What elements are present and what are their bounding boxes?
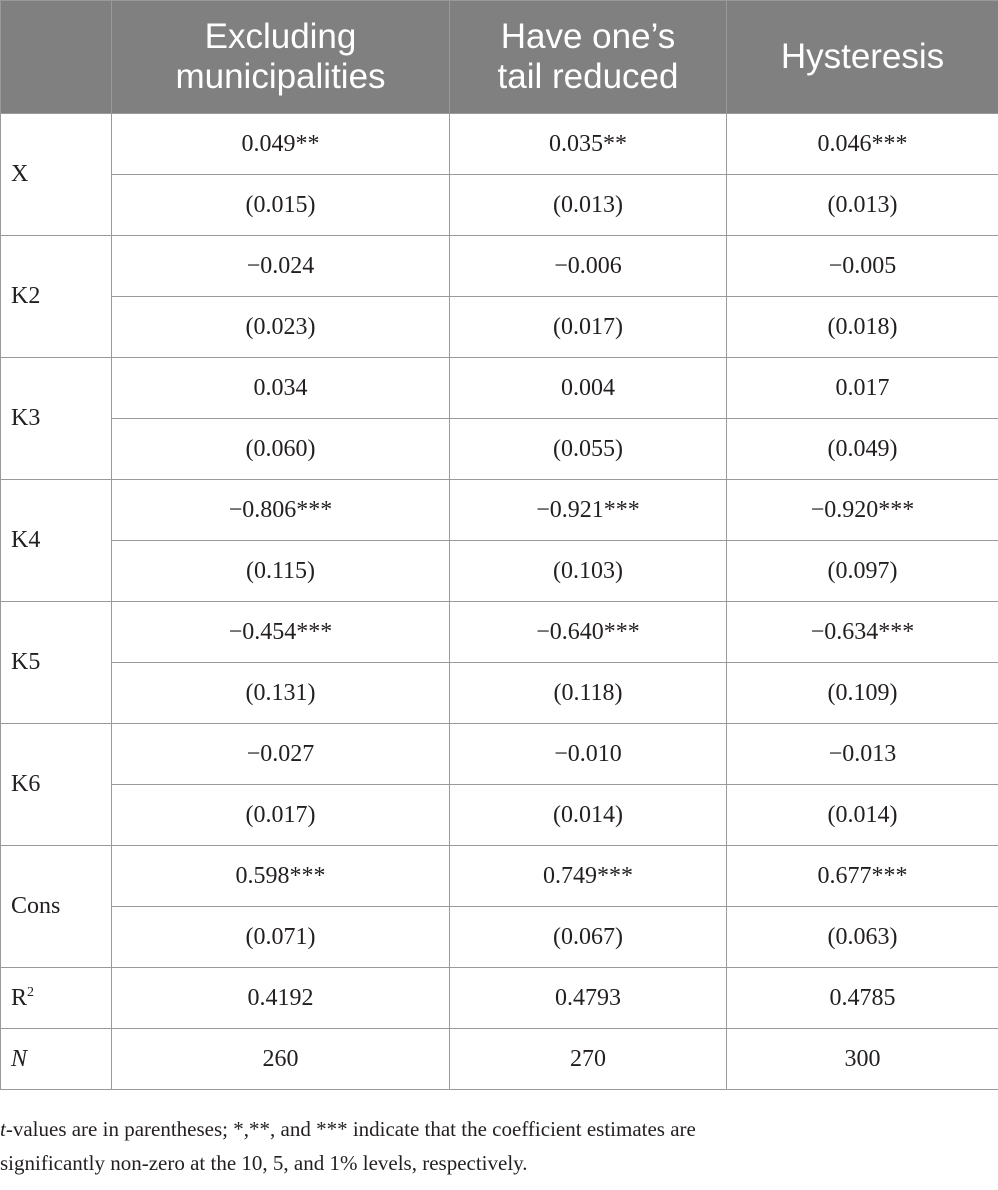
row-label: X [1,114,112,236]
tvalue-cell: (0.131) [112,663,450,724]
header-line: Have one’s [500,17,676,56]
coef-cell: 0.034 [112,358,450,419]
coef-cell: −0.640*** [450,602,727,663]
table-row-coef [1,602,998,663]
coef-cell: −0.013 [727,724,998,785]
row-label-n: N [1,1029,112,1090]
coef-cell: 0.004 [450,358,727,419]
table-row-coef [1,480,998,541]
tvalue-cell: (0.063) [727,907,998,968]
table-row-tvalue [1,663,998,724]
row-label: Cons [1,846,112,968]
r2-cell: 0.4793 [450,968,727,1029]
row-label: K6 [1,724,112,846]
coef-cell: 0.049** [112,114,450,175]
coef-cell: −0.010 [450,724,727,785]
table-row-r2 [1,968,998,1029]
coef-cell: 0.749*** [450,846,727,907]
header-hysteresis [727,1,998,114]
tvalue-cell: (0.014) [727,785,998,846]
r2-cell: 0.4785 [727,968,998,1029]
tvalue-cell: (0.013) [727,175,998,236]
coef-cell: −0.454*** [112,602,450,663]
footnote-t-italic: t [0,1117,6,1141]
tvalue-cell: (0.023) [112,297,450,358]
table-row-coef [1,724,998,785]
table-row-tvalue [1,419,998,480]
coef-cell: −0.027 [112,724,450,785]
footnote-line-2: significantly non-zero at the 10, 5, and 1% levels, respectively. [0,1151,528,1175]
tvalue-cell: (0.060) [112,419,450,480]
r2-superscript: 2 [27,984,35,1000]
tvalue-cell: (0.017) [450,297,727,358]
header-row [1,1,998,114]
coef-cell: 0.598*** [112,846,450,907]
tvalue-cell: (0.109) [727,663,998,724]
r2-label: R [11,984,28,1011]
header-line: municipalities [175,57,386,96]
footnote-line-1 [0,1112,990,1146]
table-row-tvalue [1,175,998,236]
table-row-tvalue [1,785,998,846]
row-label-r2 [1,968,112,1029]
r2-cell: 0.4192 [112,968,450,1029]
coef-cell: −0.005 [727,236,998,297]
n-cell: 300 [727,1029,998,1090]
tvalue-cell: (0.115) [112,541,450,602]
header-line: Excluding [204,17,357,56]
table-row-tvalue [1,907,998,968]
row-label: K5 [1,602,112,724]
header-tail-reduced [450,1,727,114]
coef-cell: −0.634*** [727,602,998,663]
coef-cell: −0.806*** [112,480,450,541]
tvalue-cell: (0.018) [727,297,998,358]
table-row-coef [1,236,998,297]
table-row-tvalue [1,541,998,602]
row-label: K3 [1,358,112,480]
row-label: K4 [1,480,112,602]
tvalue-cell: (0.015) [112,175,450,236]
n-cell: 260 [112,1029,450,1090]
coef-cell: −0.920*** [727,480,998,541]
header-excluding-municipalities [112,1,450,114]
table-row-tvalue [1,297,998,358]
tvalue-cell: (0.014) [450,785,727,846]
footnote-line-1-text: -values are in parentheses; *,**, and *** indicate that the coefficient estimates are [5,1117,696,1141]
coef-cell: −0.024 [112,236,450,297]
table-row-coef [1,358,998,419]
n-cell: 270 [450,1029,727,1090]
tvalue-cell: (0.071) [112,907,450,968]
tvalue-cell: (0.013) [450,175,727,236]
coef-cell: 0.046*** [727,114,998,175]
tvalue-cell: (0.118) [450,663,727,724]
tvalue-cell: (0.055) [450,419,727,480]
tvalue-cell: (0.067) [450,907,727,968]
header-line: tail reduced [497,57,679,96]
tvalue-cell: (0.017) [112,785,450,846]
coef-cell: 0.035** [450,114,727,175]
header-empty-cell [1,1,112,114]
table-row-n [1,1029,998,1090]
header-line: Hysteresis [780,37,945,76]
table-row-coef [1,846,998,907]
tvalue-cell: (0.103) [450,541,727,602]
coef-cell: −0.921*** [450,480,727,541]
coef-cell: −0.006 [450,236,727,297]
table-row-coef [1,114,998,175]
tvalue-cell: (0.097) [727,541,998,602]
coef-cell: 0.677*** [727,846,998,907]
tvalue-cell: (0.049) [727,419,998,480]
coef-cell: 0.017 [727,358,998,419]
table-footnote [0,1112,990,1180]
row-label: K2 [1,236,112,358]
